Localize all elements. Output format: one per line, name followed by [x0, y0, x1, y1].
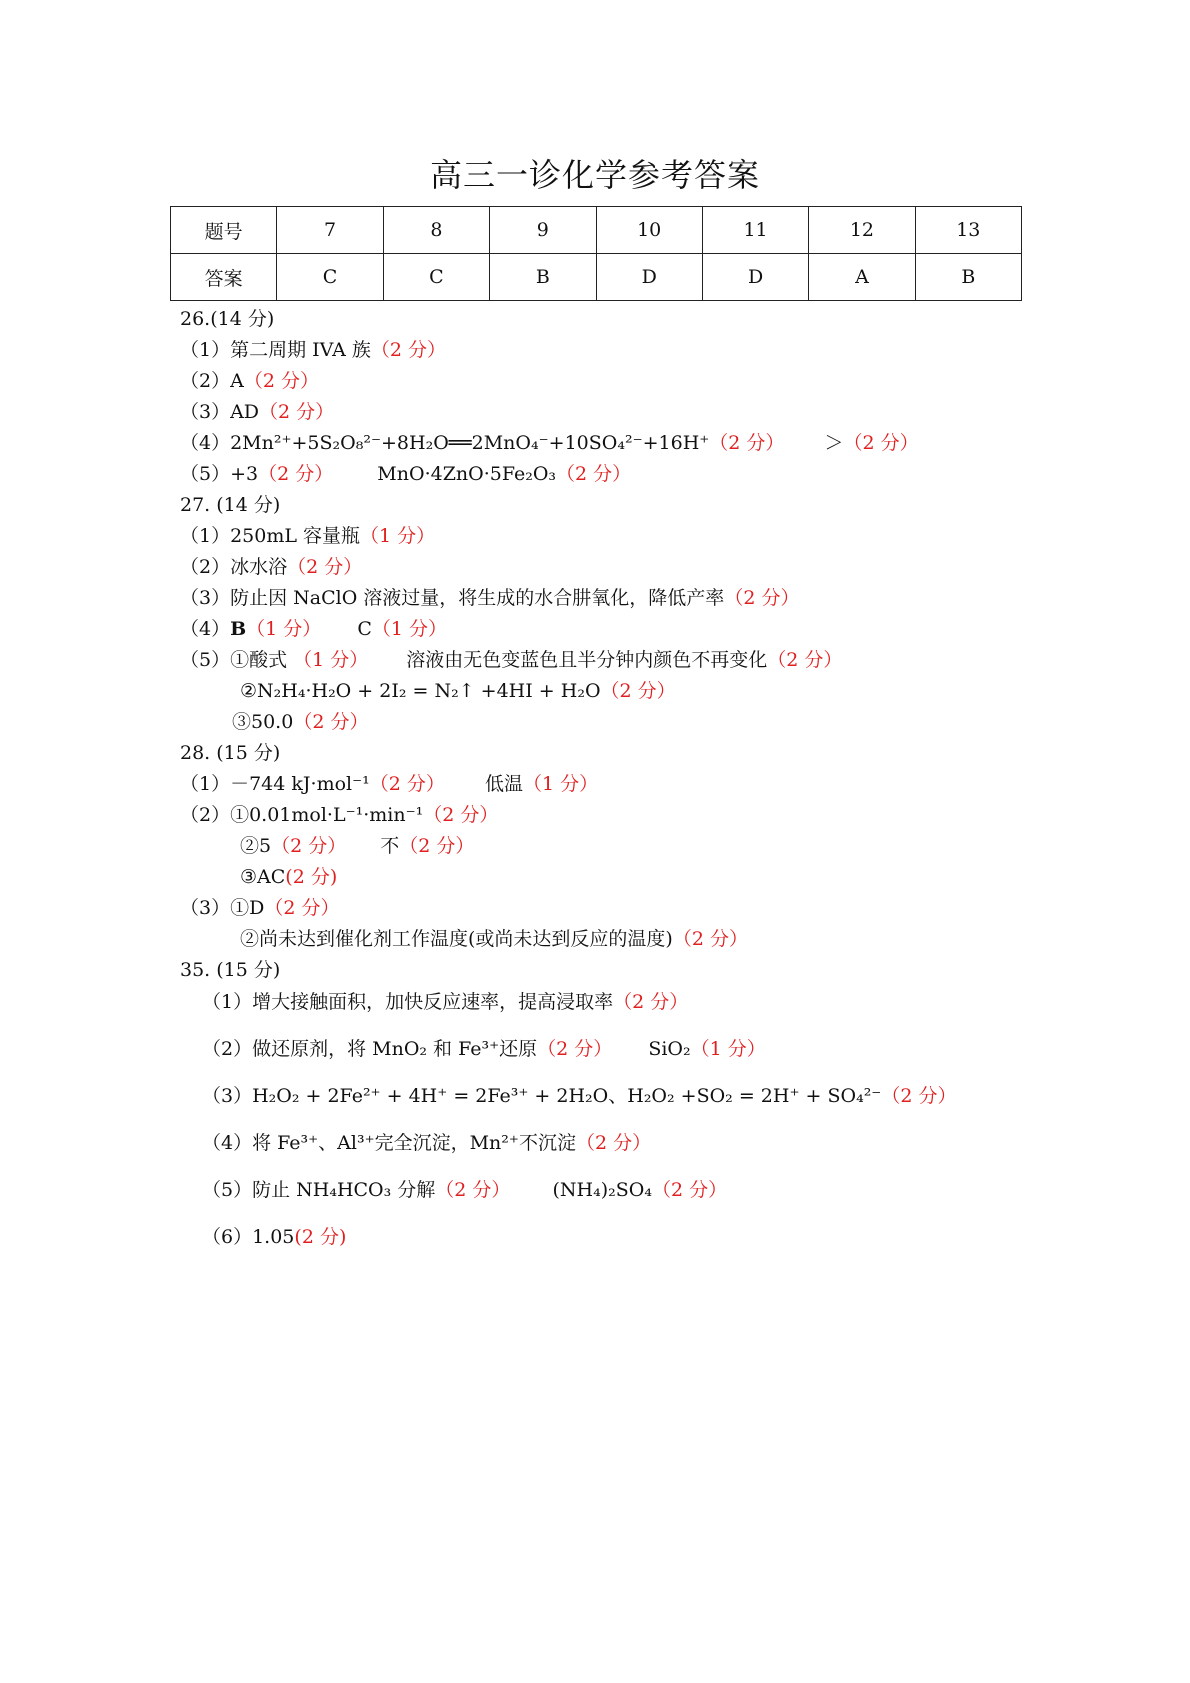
- answer-text: B: [230, 618, 247, 640]
- q27-part2: [180, 555, 362, 579]
- equation-text: ②N₂H₄·H₂O + 2I₂ = N₂↑ +4HI + H₂O: [240, 680, 601, 702]
- q27-part5: [180, 648, 842, 672]
- answer-text: （1）增大接触面积，加快反应速率，提高浸取率: [202, 991, 614, 1013]
- q27-part5-sub3: [232, 710, 368, 734]
- table-row-numbers: [171, 207, 1022, 254]
- score-label: （2 分）: [724, 587, 800, 609]
- answer-text: （3）防止因 NaClO 溶液过量，将生成的水合肼氧化，降低产率: [180, 587, 725, 609]
- answer-text: ＞: [824, 432, 844, 454]
- q35-part3: [202, 1084, 956, 1108]
- answer-cell: C: [277, 254, 383, 301]
- question-number-cell: 10: [596, 207, 702, 254]
- answer-text: 低温: [484, 773, 523, 795]
- answer-text: （1）第二周期 IVA 族: [180, 339, 371, 361]
- formula-text: (NH₄)₂SO₄: [552, 1179, 652, 1201]
- score-label: （2 分）: [399, 835, 475, 857]
- score-label: （2 分）: [258, 463, 334, 485]
- answer-text: ②5: [240, 835, 272, 857]
- answer-text: 不: [380, 835, 400, 857]
- answer-cell: B: [915, 254, 1021, 301]
- answer-text: （3）AD: [180, 401, 260, 423]
- score-label: （2 分）: [672, 928, 748, 950]
- header-label-cell: 题号: [171, 207, 277, 254]
- answer-cell: D: [702, 254, 808, 301]
- q26-part1: [180, 338, 446, 362]
- q27-part5-sub2: [240, 679, 676, 703]
- answer-cell: B: [490, 254, 596, 301]
- answer-text: （2）冰水浴: [180, 556, 288, 578]
- score-label: （2 分）: [881, 1085, 957, 1107]
- score-label: （1 分）: [522, 773, 599, 795]
- q35-part4: [202, 1131, 651, 1155]
- formula-text: MnO·4ZnO·5Fe₂O₃: [377, 463, 557, 485]
- answer-text: （6）1.05: [202, 1226, 295, 1248]
- q27-part3: [180, 586, 799, 610]
- q28-part3: [180, 896, 339, 920]
- q26-part3: [180, 400, 334, 424]
- q35-part6: [202, 1225, 346, 1249]
- equation-text: （4）2Mn²⁺+5S₂O₈²⁻+8H₂O══2MnO₄⁻+10SO₄²⁻+16H⁺: [180, 432, 710, 454]
- score-label: （2 分）: [575, 1132, 652, 1154]
- answer-text: （5）+3: [180, 463, 259, 485]
- score-label: （2 分）: [259, 401, 335, 423]
- score-label: （2 分）: [556, 463, 632, 485]
- answer-text: C: [357, 618, 372, 640]
- score-label: (2 分): [294, 1226, 347, 1248]
- q35-part5: [202, 1178, 727, 1202]
- q26-part4: [180, 431, 919, 455]
- q35-heading: 35. (15 分): [180, 959, 281, 981]
- answer-table: [170, 206, 1022, 301]
- score-label: （1 分）: [360, 525, 436, 547]
- answer-text: （5）①酸式: [180, 649, 288, 671]
- score-label: （2 分）: [843, 432, 919, 454]
- q28-part2: [180, 803, 498, 827]
- score-label: （2 分）: [767, 649, 843, 671]
- score-label: （2 分）: [293, 711, 369, 733]
- question-number-cell: 13: [915, 207, 1021, 254]
- answer-text: （5）防止 NH₄HCO₃ 分解: [202, 1179, 436, 1201]
- formula-text: SiO₂: [648, 1038, 691, 1060]
- answer-text: （3）①D: [180, 897, 265, 919]
- q27-heading: 27. (14 分): [180, 494, 281, 516]
- score-label: （2 分）: [243, 370, 319, 392]
- q35-part1: [202, 990, 688, 1014]
- q28-part2-sub2: [240, 834, 474, 858]
- q26-part5: [180, 462, 631, 486]
- score-label: （1 分）: [293, 649, 369, 671]
- question-number-cell: 7: [277, 207, 383, 254]
- score-label: （2 分）: [600, 680, 676, 702]
- answer-label-cell: 答案: [171, 254, 277, 301]
- score-label: （2 分）: [435, 1179, 511, 1201]
- score-label: （2 分）: [423, 804, 499, 826]
- score-label: （2 分）: [709, 432, 785, 454]
- answer-text: ③AC: [240, 866, 286, 888]
- score-label: （2 分）: [370, 339, 446, 361]
- q27-part4: [180, 617, 447, 641]
- answer-cell: C: [383, 254, 489, 301]
- answer-text: ③50.0: [232, 711, 294, 733]
- equation-text: （3）H₂O₂ + 2Fe²⁺ + 4H⁺ = 2Fe³⁺ + 2H₂O、H₂O₂ +SO₂ = 2H⁺ + SO₄²⁻: [202, 1085, 882, 1107]
- score-label: （2 分）: [369, 773, 445, 795]
- q35-part2: [202, 1037, 766, 1061]
- answer-text: （1）－744 kJ·mol⁻¹: [180, 773, 370, 795]
- q28-heading: 28. (15 分): [180, 742, 281, 764]
- question-number-cell: 8: [383, 207, 489, 254]
- table-row-answers: [171, 254, 1022, 301]
- q27-part1: [180, 524, 435, 548]
- answer-text: （2）A: [180, 370, 244, 392]
- score-label: （2 分）: [613, 991, 689, 1013]
- question-number-cell: 9: [490, 207, 596, 254]
- page-title: 高三一诊化学参考答案: [429, 156, 760, 194]
- q28-part1: [180, 772, 598, 796]
- score-label: （1 分）: [246, 618, 322, 640]
- score-label: （2 分）: [651, 1179, 728, 1201]
- answer-text: （4）将 Fe³⁺、Al³⁺完全沉淀，Mn²⁺不沉淀: [202, 1132, 576, 1154]
- answer-text: （1）250mL 容量瓶: [180, 525, 361, 547]
- answer-cell: A: [809, 254, 915, 301]
- answer-text: ②尚未达到催化剂工作温度(或尚未达到反应的温度): [240, 928, 673, 950]
- score-label: （1 分）: [690, 1038, 766, 1060]
- score-label: （1 分）: [371, 618, 448, 640]
- score-label: （2 分）: [287, 556, 363, 578]
- score-label: （2 分）: [264, 897, 340, 919]
- answer-text: （2）做还原剂，将 MnO₂ 和 Fe³⁺还原: [202, 1038, 538, 1060]
- q26-heading: 26.(14 分): [180, 308, 275, 330]
- q28-part3-sub2: [240, 927, 748, 951]
- score-label: （2 分）: [537, 1038, 613, 1060]
- question-number-cell: 11: [702, 207, 808, 254]
- answer-text: 溶液由无色变蓝色且半分钟内颜色不再变化: [406, 649, 768, 671]
- q28-part2-sub3: [240, 865, 337, 889]
- answer-text: （4）: [180, 618, 231, 640]
- score-label: （2 分）: [271, 835, 347, 857]
- question-number-cell: 12: [809, 207, 915, 254]
- answer-text: （2）①0.01mol·L⁻¹·min⁻¹: [180, 804, 424, 826]
- answer-cell: D: [596, 254, 702, 301]
- score-label: (2 分): [285, 866, 338, 888]
- q26-part2: [180, 369, 319, 393]
